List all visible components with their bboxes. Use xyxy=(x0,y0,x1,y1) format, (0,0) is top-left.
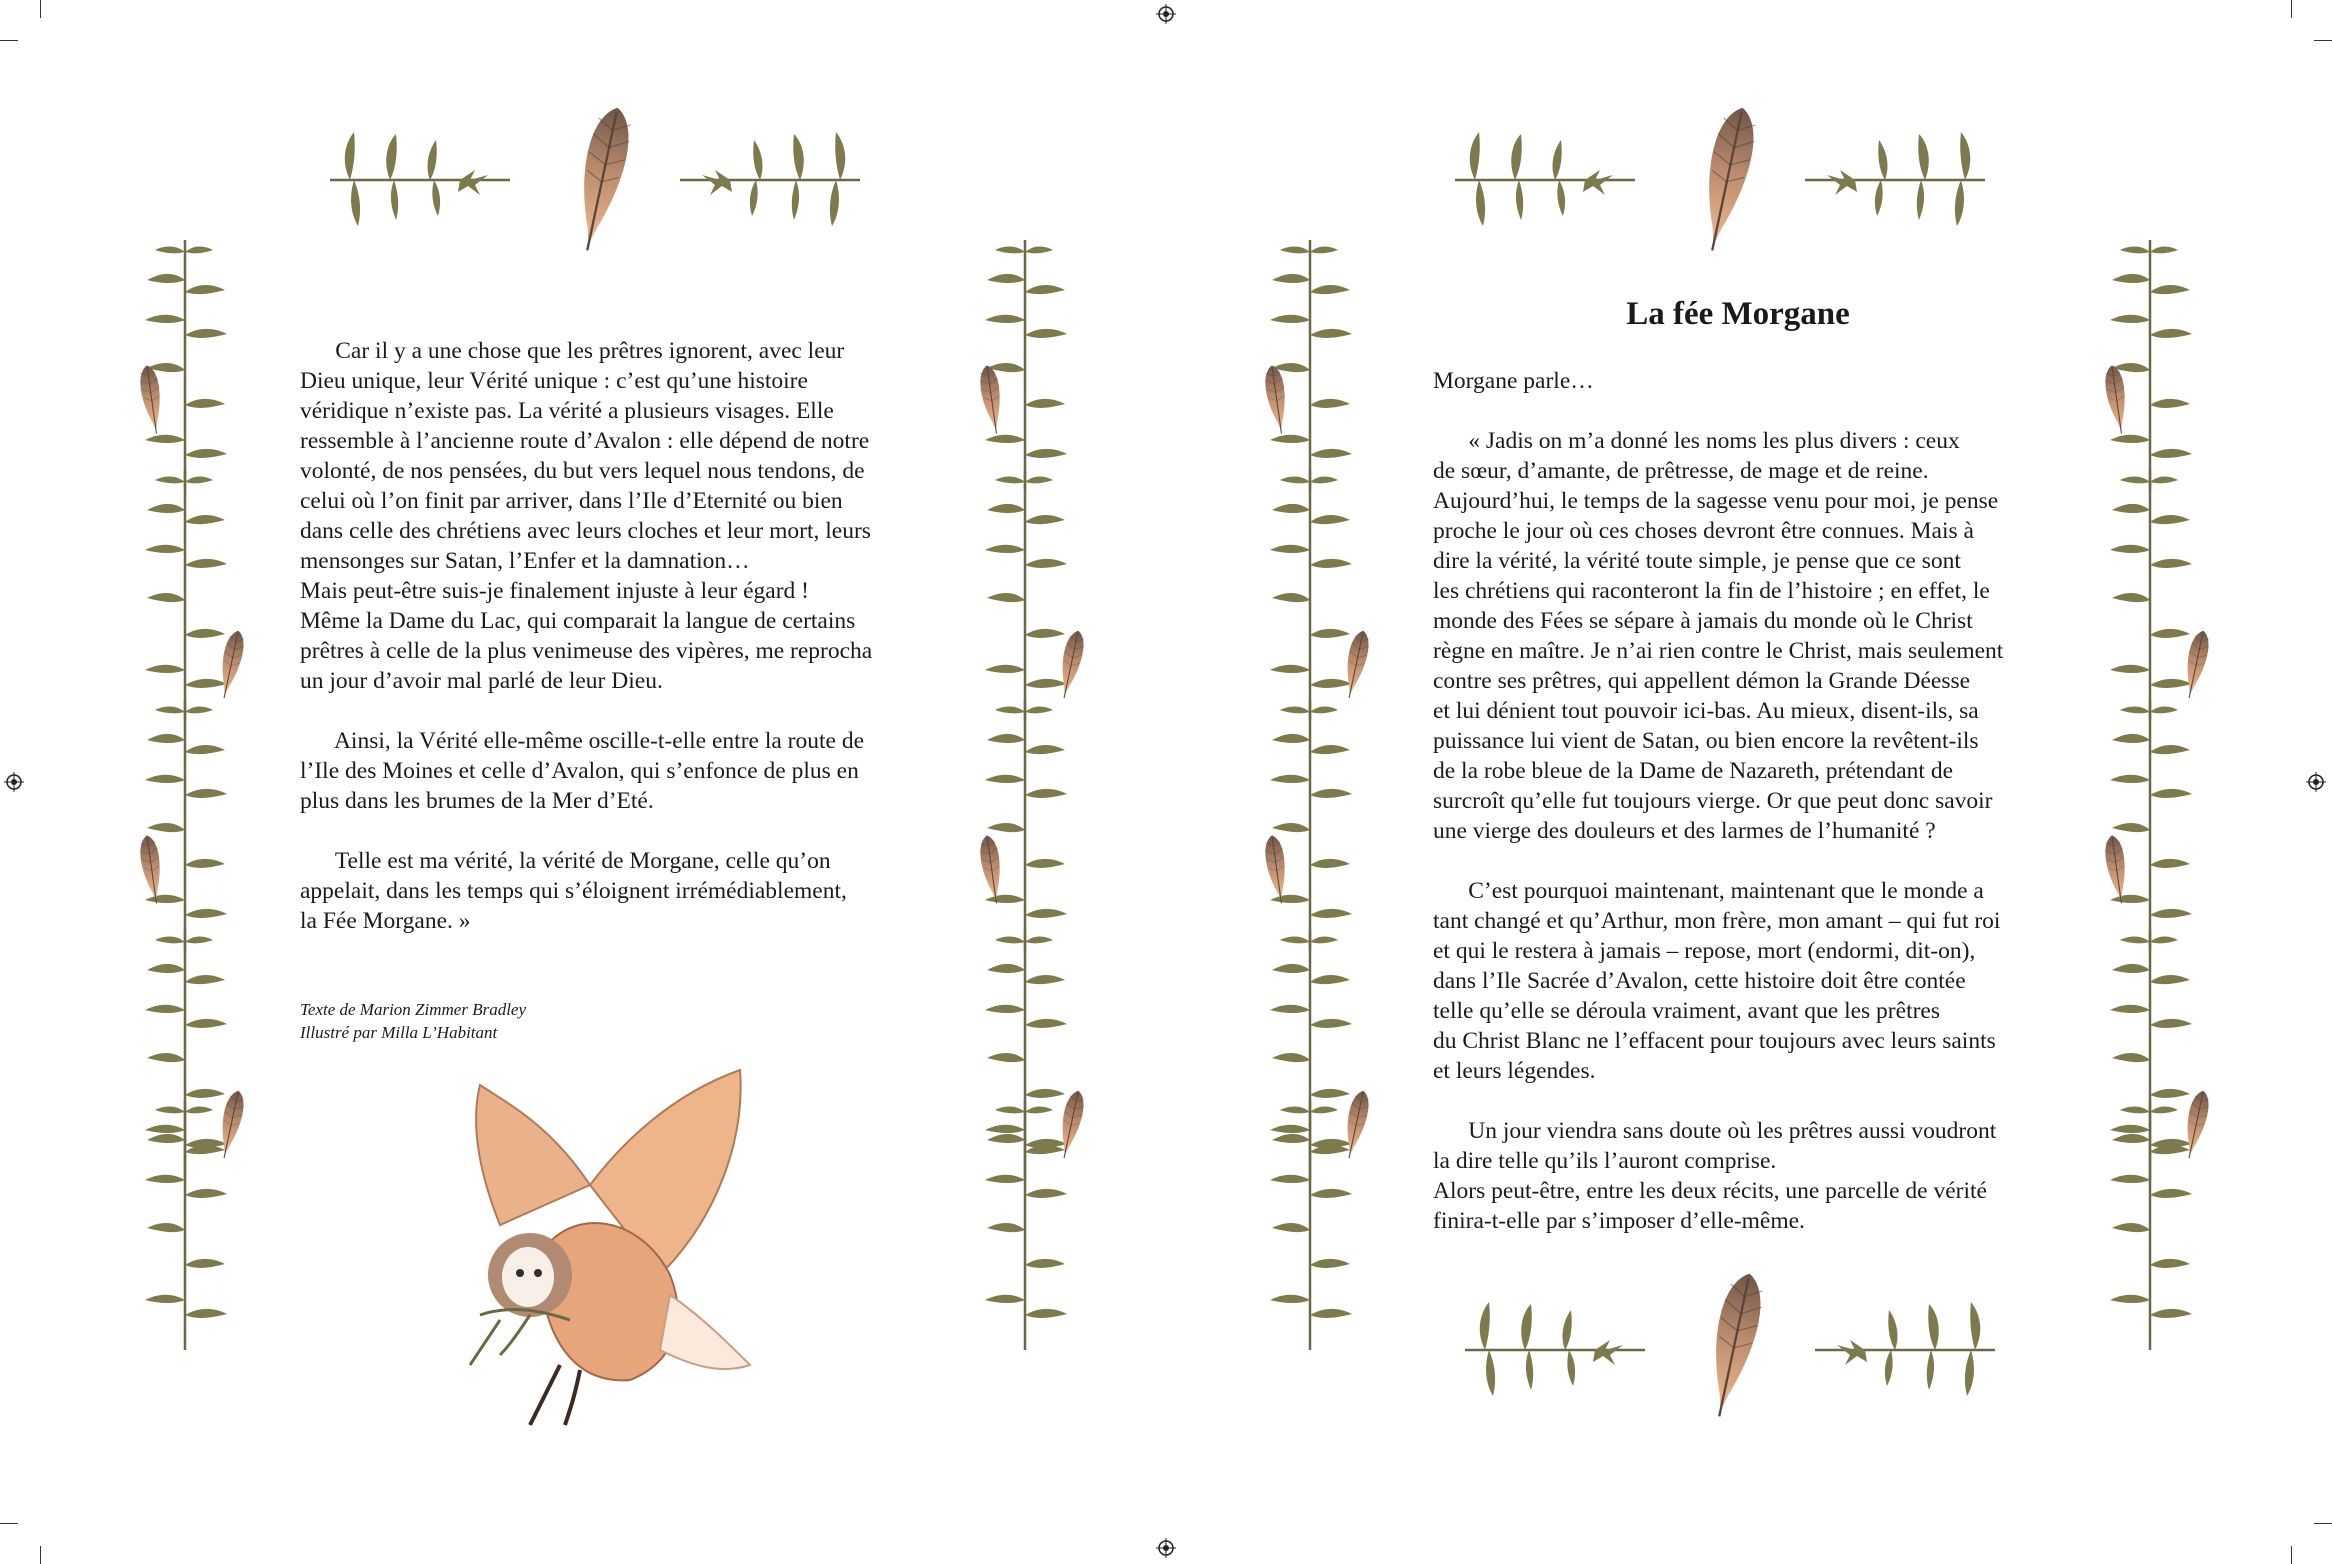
crop-mark xyxy=(2291,0,2292,18)
text-line: véridique n’existe pas. La vérité a plusieurs visages. Elle xyxy=(300,398,834,424)
text-line: Alors peut-être, entre les deux récits, une parcelle de vérité xyxy=(1433,1178,1987,1204)
left-page-body xyxy=(300,336,940,936)
leaf-sprig-ornament xyxy=(1455,130,1635,230)
text-line: mensonges sur Satan, l’Enfer et la damnation… xyxy=(300,548,750,574)
text-line: telle qu’elle se déroula vraiment, avant que les prêtres xyxy=(1433,998,1940,1024)
registration-mark-icon xyxy=(1156,4,1176,24)
page-title: La fée Morgane xyxy=(1626,296,1850,332)
paragraph xyxy=(1433,1116,2073,1236)
text-line: volonté, de nos pensées, du but vers lequel nous tendons, de xyxy=(300,458,865,484)
vertical-leaf-border xyxy=(115,240,255,1350)
crop-mark xyxy=(2314,1523,2332,1524)
crop-mark xyxy=(40,0,41,18)
crop-mark xyxy=(2291,1546,2292,1564)
text-line: une vierge des douleurs et des larmes de l’humanité ? xyxy=(1433,818,1936,844)
text-line: Morgane parle… xyxy=(1433,368,1594,394)
feather-icon xyxy=(1700,1268,1770,1428)
text-line: dans l’Ile Sacrée d’Avalon, cette histoire doit être contée xyxy=(1433,968,1966,994)
text-line: finira-t-elle par s’imposer d’elle-même. xyxy=(1433,1208,1805,1234)
crop-mark xyxy=(0,1523,18,1524)
leaf-sprig-ornament xyxy=(680,130,860,230)
paragraph xyxy=(300,336,940,696)
text-line: Aujourd’hui, le temps de la sagesse venu pour moi, je pense xyxy=(1433,488,1999,514)
text-line: dans celle des chrétiens avec leurs cloches et leur mort, leurs xyxy=(300,518,871,544)
text-line: la dire telle qu’ils l’auront comprise. xyxy=(1433,1148,1777,1174)
text-line: proche le jour où ces choses devront être connues. Mais à xyxy=(1433,518,1974,544)
registration-mark-icon xyxy=(1156,1538,1176,1558)
crop-mark xyxy=(2314,40,2332,41)
text-line: Un jour viendra sans doute où les prêtres aussi voudront xyxy=(1433,1118,1997,1144)
text-line: C’est pourquoi maintenant, maintenant que le monde a xyxy=(1433,878,1984,904)
right-page-body xyxy=(1433,366,2073,1236)
text-line: du Christ Blanc ne l’effacent pour toujours avec leurs saints xyxy=(1433,1028,1996,1054)
text-line: et qui le restera à jamais – repose, mort (endormi, dit-on), xyxy=(1433,938,1976,964)
text-line: monde des Fées se sépare à jamais du monde où le Christ xyxy=(1433,608,1973,634)
text-line: et lui dénient tout pouvoir ici-bas. Au mieux, disent-ils, sa xyxy=(1433,698,1979,724)
vertical-leaf-border xyxy=(955,240,1095,1350)
crop-mark xyxy=(40,1546,41,1564)
feather-icon xyxy=(1693,102,1763,262)
text-line: et leurs légendes. xyxy=(1433,1058,1596,1084)
text-line: Telle est ma vérité, la vérité de Morgane, celle qu’on xyxy=(300,848,831,874)
leaf-sprig-ornament xyxy=(330,130,510,230)
vertical-leaf-border xyxy=(1240,240,1380,1350)
text-line: les chrétiens qui raconteront la fin de l’histoire ; en effet, le xyxy=(1433,578,1990,604)
text-line: un jour d’avoir mal parlé de leur Dieu. xyxy=(300,668,663,694)
text-line: de sœur, d’amante, de prêtresse, de mage et de reine. xyxy=(1433,458,1929,484)
text-line: appelait, dans les temps qui s’éloignent irrémédiablement, xyxy=(300,878,847,904)
text-line: puissance lui vient de Satan, ou bien encore la revêtent-ils xyxy=(1433,728,1979,754)
paragraph xyxy=(1433,426,2073,846)
owl-illustration xyxy=(440,1065,760,1445)
leaf-sprig-ornament xyxy=(1815,1300,1995,1400)
text-line: ressemble à l’ancienne route d’Avalon : elle dépend de notre xyxy=(300,428,870,454)
text-line: Ainsi, la Vérité elle-même oscille-t-elle entre la route de xyxy=(300,728,864,754)
text-line: contre ses prêtres, qui appellent démon la Grande Déesse xyxy=(1433,668,1971,694)
vertical-leaf-border xyxy=(2080,240,2220,1350)
crop-mark xyxy=(0,40,18,41)
text-line: l’Ile des Moines et celle d’Avalon, qui s’enfonce de plus en xyxy=(300,758,859,784)
paragraph xyxy=(300,726,940,816)
text-line: dire la vérité, la vérité toute simple, je pense que ce sont xyxy=(1433,548,1961,574)
leaf-sprig-ornament xyxy=(1465,1300,1645,1400)
text-line: prêtres à celle de la plus venimeuse des vipères, me reprocha xyxy=(300,638,873,664)
registration-mark-icon xyxy=(4,772,24,792)
text-line: de la robe bleue de la Dame de Nazareth, prétendant de xyxy=(1433,758,1953,784)
text-line: Même la Dame du Lac, qui comparait la langue de certains xyxy=(300,608,856,634)
text-line: plus dans les brumes de la Mer d’Eté. xyxy=(300,788,654,814)
text-line: surcroît qu’elle fut toujours vierge. Or que peut donc savoir xyxy=(1433,788,1993,814)
paragraph xyxy=(1433,366,2073,396)
author-credit: Texte de Marion Zimmer Bradley xyxy=(300,1000,527,1019)
text-line: « Jadis on m’a donné les noms les plus divers : ceux xyxy=(1433,428,1960,454)
text-line: celui où l’on finit par arriver, dans l’Ile d’Eternité ou bien xyxy=(300,488,843,514)
feather-icon xyxy=(568,102,638,262)
paragraph xyxy=(300,846,940,936)
leaf-sprig-ornament xyxy=(1805,130,1985,230)
paragraph xyxy=(1433,876,2073,1086)
illustrator-credit: Illustré par Milla L’Habitant xyxy=(300,1023,498,1042)
registration-mark-icon xyxy=(2306,772,2326,792)
text-line: la Fée Morgane. » xyxy=(300,908,471,934)
text-line: Car il y a une chose que les prêtres ignorent, avec leur xyxy=(300,338,845,364)
text-line: tant changé et qu’Arthur, mon frère, mon amant – qui fut roi xyxy=(1433,908,2001,934)
text-line: règne en maître. Je n’ai rien contre le Christ, mais seulement xyxy=(1433,638,2004,664)
text-line: Dieu unique, leur Vérité unique : c’est qu’une histoire xyxy=(300,368,808,394)
text-line: Mais peut-être suis-je finalement injuste à leur égard ! xyxy=(300,578,809,604)
credits xyxy=(300,998,526,1044)
